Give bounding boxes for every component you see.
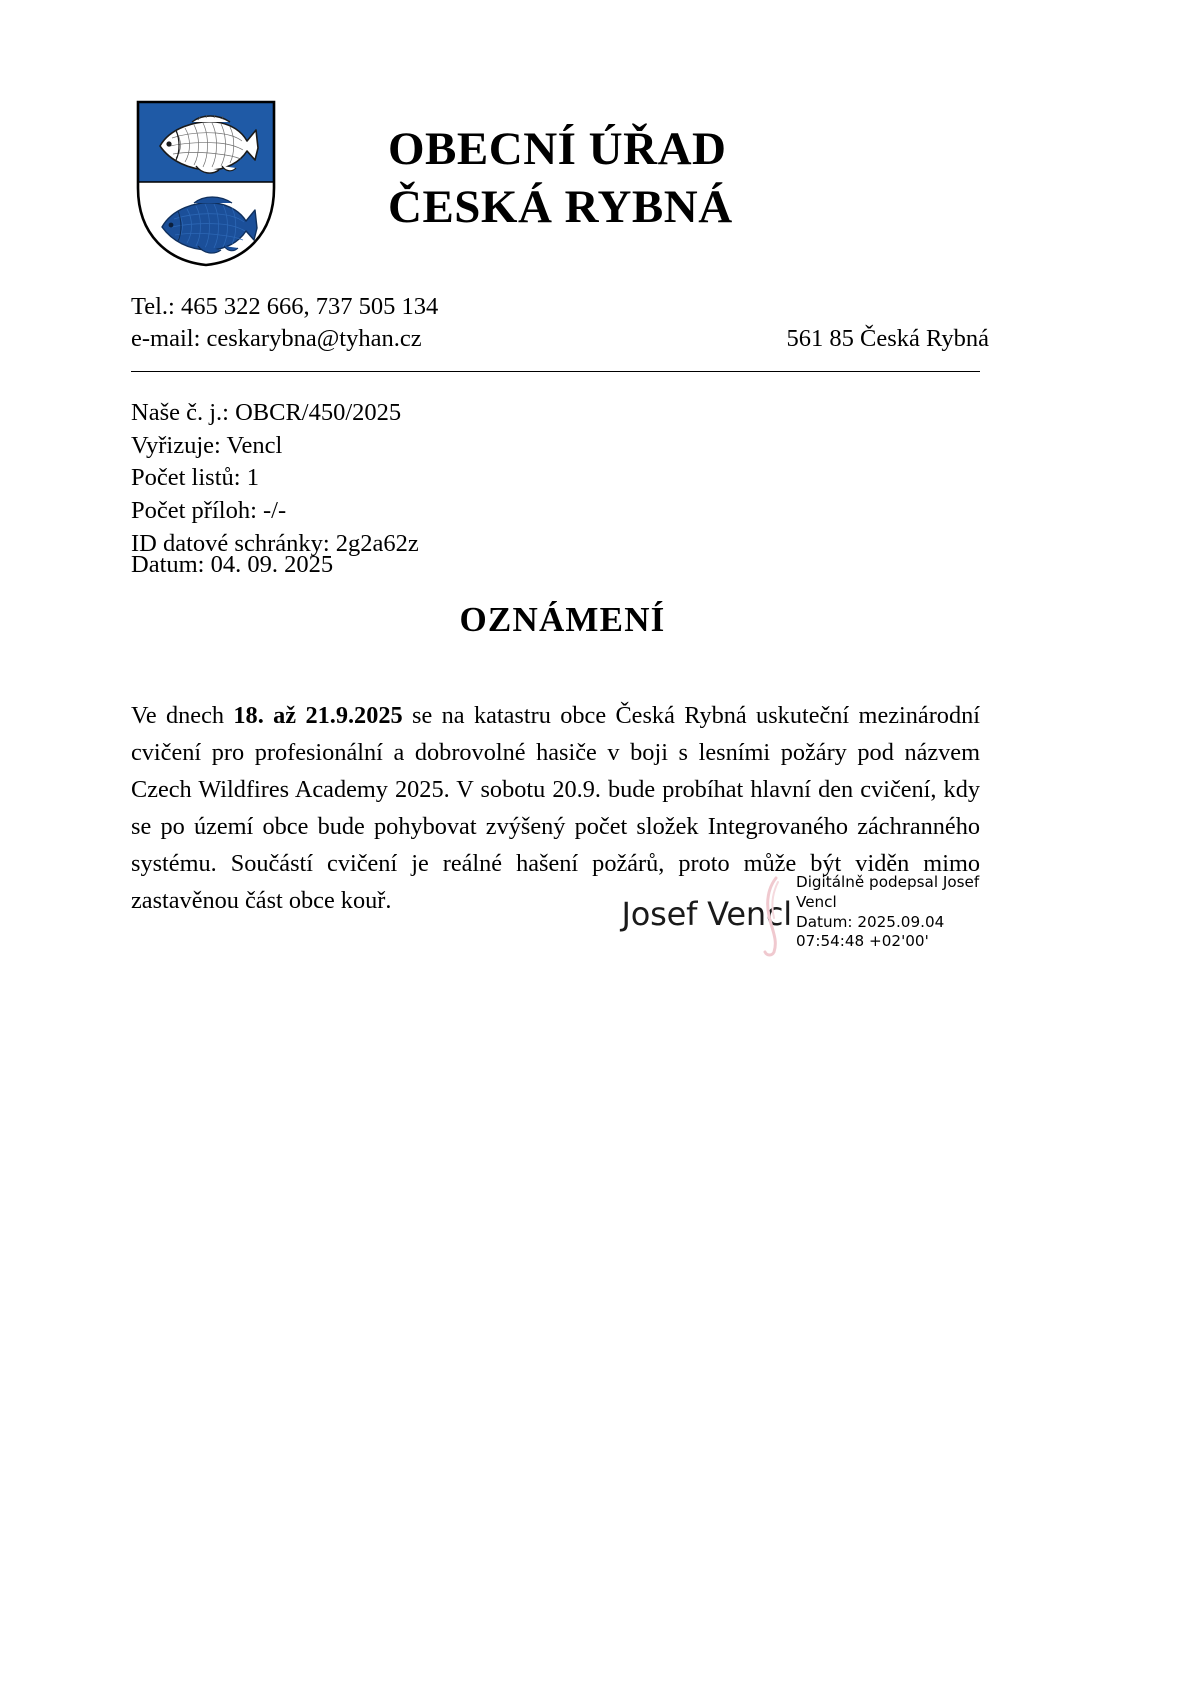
reference-line-attachment-count: Počet příloh: -/-: [131, 497, 287, 525]
coat-of-arms-icon: [132, 96, 280, 271]
document-date: Datum: 04. 09. 2025: [131, 551, 334, 578]
contact-block: [131, 291, 989, 356]
organization-title: [388, 96, 733, 237]
signature-meta-line-1: Digitálně podepsal Josef: [796, 873, 980, 891]
digital-signature-block: [614, 873, 994, 970]
header-divider: [131, 371, 980, 372]
reference-line-file-number: Naše č. j.: OBCR/450/2025: [131, 399, 402, 426]
reference-line-sheet-count: Počet listů: 1: [131, 464, 259, 492]
signature-metadata: [796, 873, 994, 952]
email-text: e-mail: ceskarybna@tyhan.cz: [131, 325, 422, 353]
signature-name: Josef Vencl: [621, 895, 792, 933]
signature-meta-line-3: Datum: 2025.09.04: [796, 912, 945, 931]
signature-meta-line-4: 07:54:48 +02'00': [796, 932, 929, 951]
contact-row-email-address: [131, 323, 989, 355]
contact-row-phone: [131, 291, 989, 323]
reference-block: [131, 397, 419, 561]
reference-line-handler: Vyřizuje: Vencl: [131, 431, 283, 459]
page-title: OZNÁMENÍ: [459, 600, 666, 639]
body-part-2: se na katastru obce Česká Rybná uskuteční mezinárodní cvičení pro profesionální a dobrovolné hasiče v boji s lesními požáry pod názvem Czech Wildfires Academy 2025. V sobotu 20.9. bude probíhat hlavní den cvičení, kdy se po území obce bude pohybovat zvýšený počet složek Integrovaného záchranného systému. Součástí cvičení je reálné hašení požárů, proto může být viděn mimo zastavěnou část obce kouř.: [131, 702, 980, 914]
signature-meta-line-2: Vencl: [796, 892, 837, 911]
address-text: 561 85 Česká Rybná: [786, 325, 989, 353]
body-bold-dates: 18. až 21.9.2025: [233, 702, 403, 730]
reference-line-databox-id: ID datové schránky: 2g2a62z: [131, 529, 419, 557]
phone-text: Tel.: 465 322 666, 737 505 134: [131, 293, 439, 320]
organization-title-line2: ČESKÁ RYBNÁ: [388, 181, 733, 234]
organization-title-line1: OBECNÍ ÚŘAD: [388, 123, 727, 175]
document-header: [132, 96, 992, 281]
body-part-1: Ve dnech: [131, 702, 234, 730]
